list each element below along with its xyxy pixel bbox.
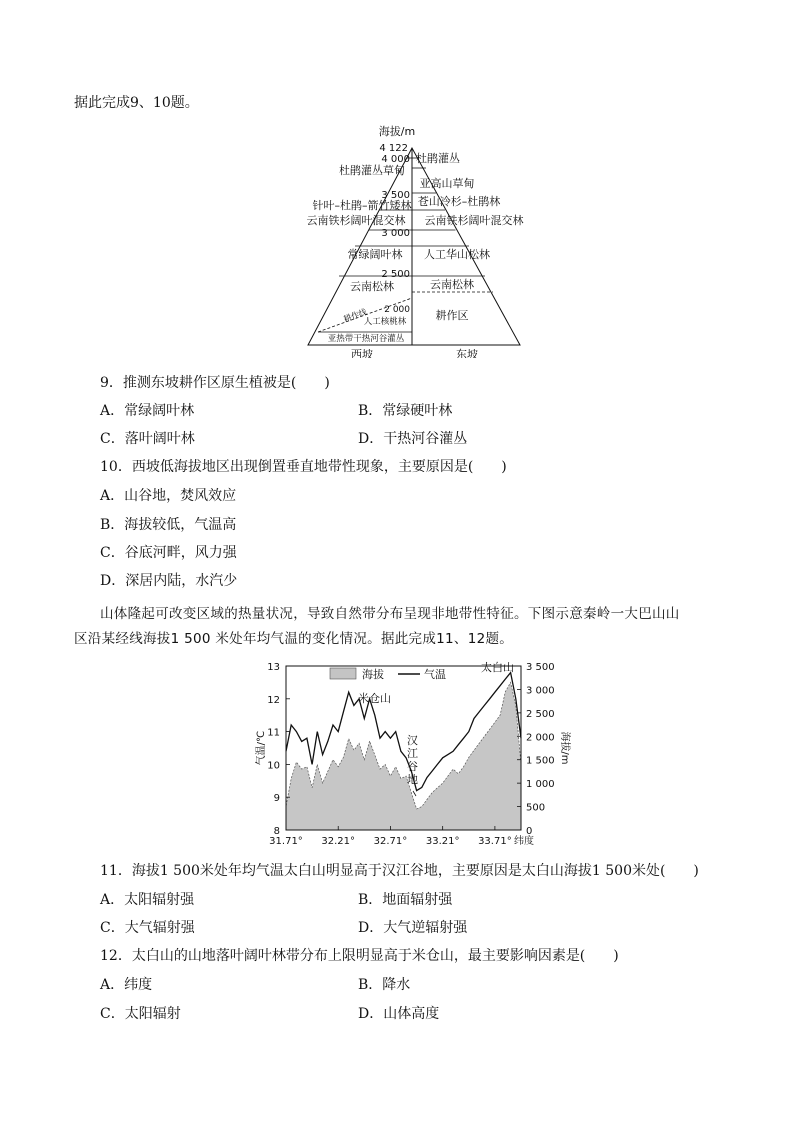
- question-12-option-a[interactable]: A．纬度: [100, 977, 153, 993]
- question-10-option-d[interactable]: D．深居内陆，水汽少: [100, 573, 238, 589]
- west-slope-label: 西坡: [351, 348, 373, 358]
- east-zone-huashan-pine: 人工华山松林: [424, 248, 490, 261]
- x-tick-label: 33.21°: [425, 836, 460, 847]
- question-11-stem: 11．海拔1 500米处年均气温太白山明显高于汉江谷地，主要原因是太白山海拔1 500米处( ): [100, 863, 699, 879]
- y-right-tick-label: 1 500: [526, 755, 555, 767]
- elevation-label-2000: 2 000: [384, 305, 410, 315]
- annotation-pointer: [413, 791, 416, 796]
- west-zone-hemlock-mixed: 云南铁杉阔叶混交林: [306, 214, 406, 227]
- question-9-option-a[interactable]: A．常绿阔叶林: [100, 403, 195, 419]
- elevation-label-4000: 4 000: [381, 154, 410, 165]
- east-zone-yunnan-pine: 云南松林: [430, 278, 474, 291]
- y-right-tick-label: 3 000: [526, 685, 555, 697]
- east-zone-meadow: 亚高山草甸: [419, 177, 475, 190]
- question-12-stem: 12．太白山的山地落叶阔叶林带分布上限明显高于米仓山，最主要影响因素是( ): [100, 948, 619, 964]
- question-10-option-b[interactable]: B．海拔较低，气温高: [100, 517, 237, 533]
- west-zone-dry-valley-shrub: 亚热带干热河谷灌丛: [327, 334, 405, 344]
- intro-text-1: 据此完成9、10题。: [74, 95, 199, 111]
- x-tick-label: 31.71°: [269, 836, 303, 847]
- question-12-option-d[interactable]: D．山体高度: [358, 1006, 440, 1022]
- vertical-zonation-diagram: [0, 118, 794, 358]
- y-left-tick-label: 12: [267, 694, 280, 706]
- elevation-label-3000: 3 000: [381, 228, 410, 239]
- question-11-option-b[interactable]: B．地面辐射强: [358, 892, 453, 908]
- x-tick-label: 32.21°: [321, 836, 356, 847]
- y-left-title: 气温/℃: [256, 730, 267, 766]
- question-12-option-c[interactable]: C．太阳辐射: [100, 1006, 181, 1022]
- x-axis-title: 纬度: [514, 836, 534, 847]
- y-left-tick-label: 11: [267, 727, 280, 739]
- west-zone-conifer-dwarf: 针叶–杜鹃–箭竹矮林: [312, 199, 412, 212]
- temperature-elevation-chart: [0, 656, 794, 852]
- west-zone-shrub-meadow: 杜鹃灌丛草甸: [339, 164, 405, 177]
- pyramid-axis-title: 海拔/m: [378, 125, 416, 138]
- east-zone-hemlock-mixed: 云南铁杉阔叶混交林: [424, 214, 524, 227]
- elevation-label-4122: 4 122: [379, 143, 408, 154]
- y-left-tick-label: 13: [267, 662, 280, 673]
- west-zone-evergreen: 常绿阔叶林: [347, 248, 403, 261]
- question-12-option-b[interactable]: B．降水: [358, 977, 411, 993]
- east-slope-label: 东坡: [456, 348, 478, 358]
- east-zone-fir-azalea: 苍山冷杉–杜鹃林: [417, 195, 501, 208]
- x-tick-label: 32.71°: [373, 836, 408, 847]
- question-10-option-a[interactable]: A．山谷地，焚风效应: [100, 488, 237, 504]
- elevation-label-2500: 2 500: [381, 269, 410, 280]
- east-zone-azalea: 杜鹃灌丛: [416, 152, 460, 165]
- annotation-hanjiang-char: 汉: [407, 734, 418, 747]
- paragraph-line-2: 区沿某经线海拔1 500 米处年均气温的变化情况。据此完成11、12题。: [74, 631, 514, 647]
- question-9-option-d[interactable]: D．干热河谷灌丛: [358, 431, 468, 447]
- y-right-tick-label: 2 500: [526, 708, 555, 720]
- y-right-tick-label: 3 500: [526, 662, 555, 673]
- svg-text:汉江谷地: [407, 734, 418, 786]
- legend-label-temperature: 气温: [424, 668, 446, 681]
- legend-swatch-elevation: [330, 668, 356, 679]
- y-right-tick-label: 1 000: [526, 779, 555, 791]
- east-zone-cultivation: 耕作区: [435, 309, 469, 322]
- annotation-hanjiang-char: 江: [407, 747, 418, 760]
- west-zone-cultivation-line: 耕作线: [342, 307, 368, 324]
- paragraph-line-1: 山体隆起可改变区域的热量状况，导致自然带分布呈现非地带性特征。下图示意秦岭一大巴山山: [100, 606, 680, 622]
- question-9-option-c[interactable]: C．落叶阔叶林: [100, 431, 195, 447]
- question-11-option-a[interactable]: A．太阳辐射强: [100, 892, 195, 908]
- question-10-option-c[interactable]: C．谷底河畔，风力强: [100, 545, 237, 561]
- question-10-stem: 10．西坡低海拔地区出现倒置垂直地带性现象，主要原因是( ): [100, 459, 507, 475]
- legend-label-elevation: 海拔: [362, 668, 384, 681]
- west-zone-walnut: 人工核桃林: [363, 317, 407, 327]
- y-right-tick-label: 500: [526, 802, 546, 814]
- y-right-tick-label: 2 000: [526, 732, 555, 744]
- west-zone-yunnan-pine: 云南松林: [350, 280, 394, 293]
- annotation-hanjiang-char: 地: [407, 773, 418, 786]
- annotation-micangshan: 米仓山: [358, 692, 391, 705]
- y-right-title: 海拔/m: [559, 731, 570, 765]
- x-tick-label: 33.71°: [478, 836, 512, 847]
- question-11-option-c[interactable]: C．大气辐射强: [100, 920, 195, 936]
- y-left-tick-label: 10: [267, 760, 280, 772]
- annotation-hanjiang-char: 谷: [407, 760, 418, 773]
- y-left-tick-label: 8: [273, 826, 280, 837]
- y-right-tick-label: 0: [526, 826, 533, 837]
- annotation-hanjiang-valley: [407, 734, 418, 786]
- question-9-option-b[interactable]: B．常绿硬叶林: [358, 403, 453, 419]
- annotation-taibaishan: 太白山: [481, 661, 514, 674]
- elevation-label-3500: 3 500: [381, 190, 410, 201]
- y-left-tick-label: 9: [273, 793, 280, 805]
- question-11-option-d[interactable]: D．大气逆辐射强: [358, 920, 468, 936]
- question-9-stem: 9．推测东坡耕作区原生植被是( ): [100, 375, 330, 391]
